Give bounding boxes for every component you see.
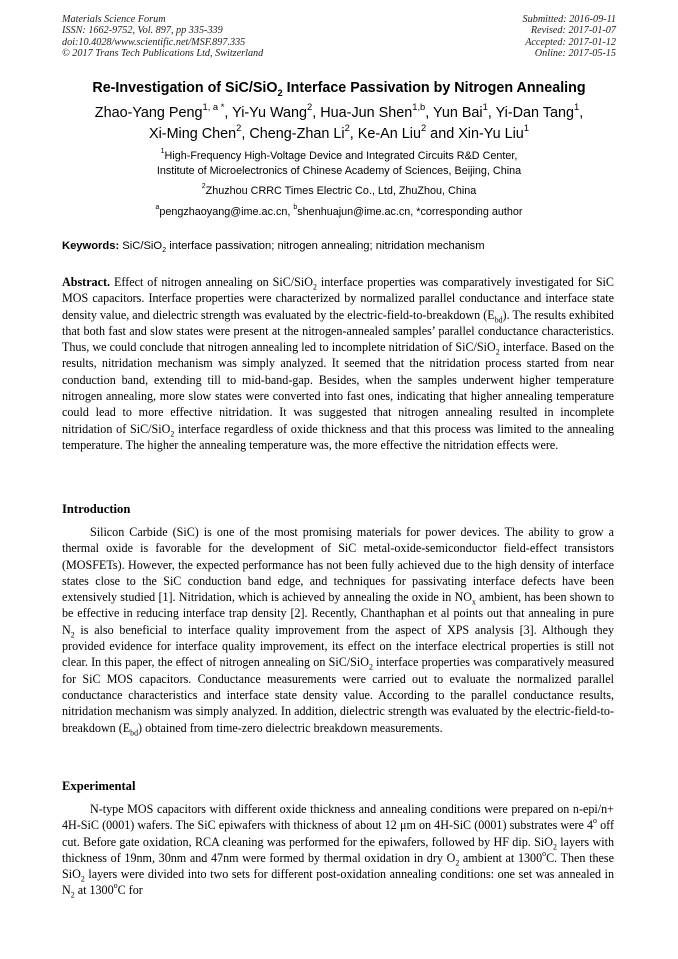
author-name: Ke-An Liu bbox=[357, 126, 421, 142]
experimental-paragraph: N-type MOS capacitors with different oxide thickness and annealing conditions were prepared on n-epi/n+ 4H-SiC (0001) wafers. The SiC epiwafers with thickness of about 12 μm on 4H-SiC (0001) substrates were 4$^o$ off cut. Before gate oxidation, RCA cleaning was performed for the epiwafers, followed by HF dip. SiO$_2$ layers with thickness of 19nm, 30nm and 47nm were formed by thermal oxidation in dry $O_2$ ambient at 1300$^o$C. Then these SiO$_2$ layers were divided into two sets for different post-oxidation annealing conditions: one set was annealed in $N_2$ at 1300$^o$C for bbox=[62, 802, 614, 900]
abstract-paragraph: Abstract. Effect of nitrogen annealing on SiC/SiO$_2$ interface properties was comparatively investigated for SiC MOS capacitors. Interface properties were characterized by normalized parallel conductance and interface state density value, and dielectric strength was evaluated by the electric-field-to-breakdown $(E_{bd})$. The results exhibited that both fast and slow states were present at the nitrogen-annealed samples’ parallel conductance characteristics. Thus, we could conclude that nitrogen annealing led to incomplete nitridation of SiC/SiO$_2$ interface. Based on the results, nitridation mechanism was simply analyzed. It seemed that the nitridation process started from near conduction band, extending till to mid-band-gap. Besides, when the samples underwent higher temperature nitrogen annealing, more slow states were converted into fast ones, indicating that higher annealing temperature could lead to more effective nitridation. It was suggested that nitrogen annealing resulted in incomplete nitridation of SiC/SiO$_2$ interface regardless of oxide thickness and that this process was limited to the annealing temperature. The higher the annealing temperature was, the more effective the nitridation effects were. bbox=[62, 275, 614, 452]
paper-title: Re-Investigation of SiC/SiO$_2$ Interface Passivation by Nitrogen Annealing bbox=[92, 80, 586, 98]
keywords: Keywords: SiC/SiO$_2$ interface passivation; nitrogen annealing; nitridation mechanism bbox=[62, 240, 485, 255]
author-name: Yun Bai bbox=[433, 105, 483, 121]
author-name: Yi-Dan Tang bbox=[495, 105, 574, 121]
online-date: Online: 2017-05-15 bbox=[534, 48, 616, 60]
author-list: Zhao-Yang Peng$^{1, a *}$, Yi-Yu Wang$^2$, Hua-Jun Shen$^{1,b}$, Yun Bai$^1$, Yi-Dan Tang$^1$, Xi-Ming Chen$^2$, Cheng-Zhan Li$^2$, Ke-An Liu$^2$ and Xin-Yu Liu$^1$ bbox=[94, 101, 584, 142]
issn: ISSN: 1662-9752, Vol. 897, pp 335-339 bbox=[62, 25, 223, 37]
abstract-label: Abstract. bbox=[62, 275, 111, 289]
author-emails: $^a$pengzhaoyang@ime.ac.cn, $^b$shenhuajun@ime.ac.cn, *corresponding author bbox=[155, 204, 523, 218]
introduction-paragraph: Silicon Carbide (SiC) is one of the most promising materials for power devices. The ability to grow a thermal oxide is favorable for the development of SiC metal-oxide-semiconductor field-effect transistors (MOSFETs). However, the expected performance has not been fully achieved due to the high density of interface states close to the SiC conduction band edge, and techniques for passivating interface defects have been extensively studied [1]. Nitridation, which is achieved by annealing the oxide in $NO_x$ ambient, has been shown to be effective in reducing interface trap density [2]. Recently, Chanthaphan et al points out that annealing in pure $N_2$ is also beneficial to interface quality improvement from the aspect of XPS analysis [3]. Although they provided evidence for interface quality improvement, its effect on the interface electrical properties is still not clear. In this paper, the effect of nitrogen annealing on SiC/SiO$_2$ interface properties was comparatively measured for SiC MOS capacitors. Conductance measurements were carried out to evaluate the normalized parallel conductance characteristics and interface state density value. According to the parallel conductance results, nitridation mechanism was simply analyzed. In addition, dielectric strength was evaluated by the electric-field-to-breakdown $(E_{bd})$ obtained from time-zero dielectric breakdown measurements. bbox=[62, 525, 614, 737]
author-name: Xi-Ming Chen bbox=[148, 126, 237, 142]
section-heading-experimental: Experimental bbox=[62, 779, 136, 793]
journal-name: Materials Science Forum bbox=[62, 14, 166, 25]
submitted-date: Submitted: 2016-09-11 bbox=[522, 14, 616, 25]
copyright: © 2017 Trans Tech Publications Ltd, Switzerland bbox=[62, 48, 264, 60]
accepted-date: Accepted: 2017-01-12 bbox=[525, 36, 616, 48]
author-name: Zhao-Yang Peng bbox=[94, 105, 203, 121]
journal-header-right bbox=[523, 14, 616, 60]
journal-header-left bbox=[62, 14, 263, 60]
author-name: Cheng-Zhan Li bbox=[249, 126, 345, 142]
affiliation-1: $^1$High-Frequency High-Voltage Device and Integrated Circuits R&D Center, Institute of Microelectronics of Chinese Academy of Sciences, Beijing, China bbox=[156, 148, 522, 178]
section-heading-introduction: Introduction bbox=[62, 502, 131, 516]
author-name: Hua-Jun Shen bbox=[320, 105, 413, 121]
author-name: Xin-Yu Liu bbox=[458, 126, 524, 142]
keywords-label: Keywords: bbox=[62, 240, 120, 252]
author-name: Yi-Yu Wang bbox=[232, 105, 308, 121]
affiliation-2: $^2$Zhuzhou CRRC Times Electric Co., Ltd, ZhuZhou, China bbox=[201, 183, 477, 197]
revised-date: Revised: 2017-01-07 bbox=[530, 25, 616, 37]
doi: doi:10.4028/www.scientific.net/MSF.897.335 bbox=[62, 36, 246, 48]
